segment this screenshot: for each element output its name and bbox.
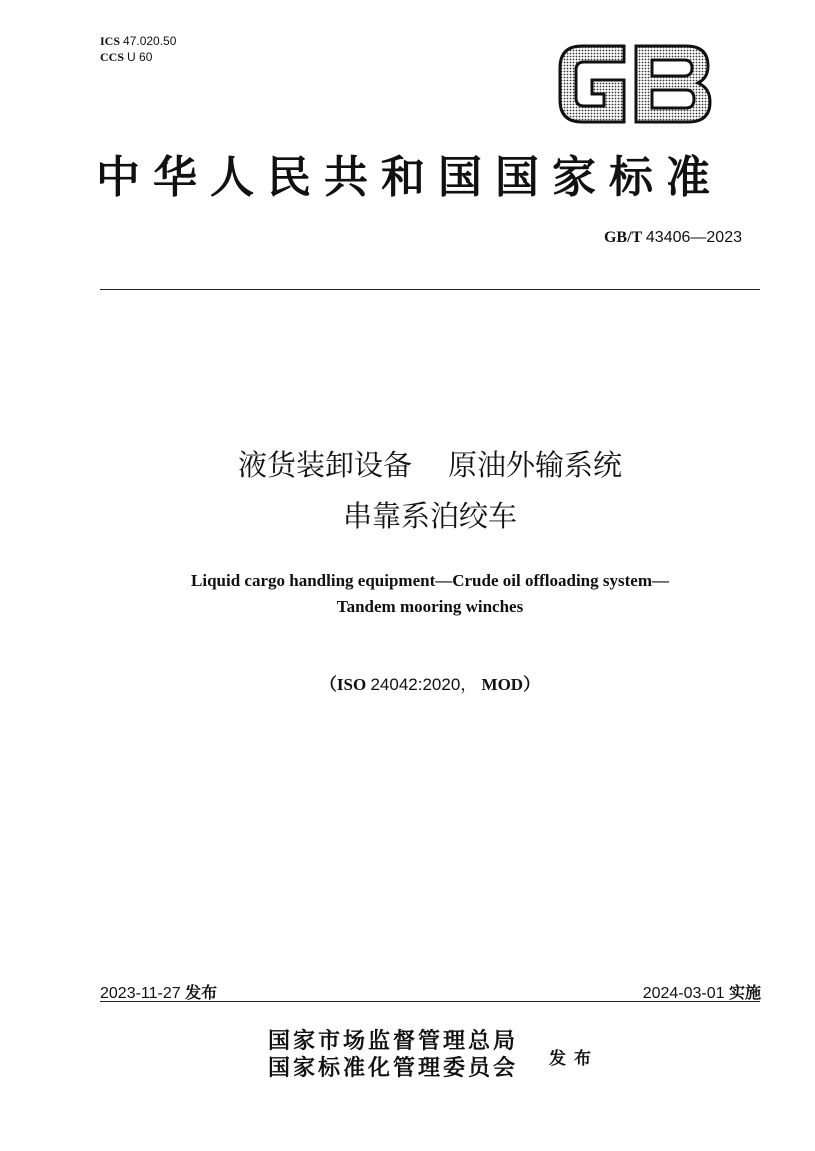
en-title-line2: Tandem mooring winches	[336, 597, 524, 616]
cn-title-line1	[100, 445, 760, 485]
cn-title-part2: 原油外输系统	[448, 448, 623, 482]
classification-codes	[100, 33, 176, 65]
gb-logo-icon	[554, 40, 714, 128]
standard-number	[604, 229, 742, 247]
national-standard-title: 中华人民共和国国家标准	[96, 152, 723, 203]
bottom-divider	[100, 1001, 760, 1002]
issue-action: 发布	[549, 1049, 599, 1069]
implement-date	[643, 980, 761, 1003]
en-title-line1: Liquid cargo handling equipment—Crude oil offloading system—	[191, 571, 669, 590]
top-divider	[100, 289, 760, 290]
standard-prefix: GB/T	[603, 229, 642, 246]
standard-code: 43406—2023	[645, 229, 742, 246]
cn-title-line2: 串靠系泊绞车	[342, 499, 517, 533]
ics-value: 47.020.50	[123, 34, 177, 48]
issuer-line1: 国家市场监督管理总局	[268, 1028, 519, 1054]
issuer-line2: 国家标准化管理委员会	[268, 1055, 519, 1081]
publish-date	[100, 980, 217, 1003]
implement-suffix: 实施	[728, 983, 761, 1002]
iso-open: （ISO	[319, 675, 367, 694]
publish-suffix: 发布	[185, 983, 218, 1002]
ccs-value: U 60	[127, 50, 153, 64]
cn-title-part1: 液货装卸设备	[237, 448, 412, 482]
ccs-code	[100, 49, 176, 65]
iso-close: MOD）	[481, 675, 541, 694]
ccs-label: CCS	[100, 50, 125, 64]
ics-code	[100, 33, 176, 49]
publish-date-value: 2023-11-27	[100, 985, 181, 1002]
implement-date-value: 2024-03-01	[642, 985, 725, 1002]
iso-number: 24042:2020，	[370, 675, 478, 694]
ics-label: ICS	[100, 34, 121, 48]
iso-reference	[100, 670, 760, 695]
